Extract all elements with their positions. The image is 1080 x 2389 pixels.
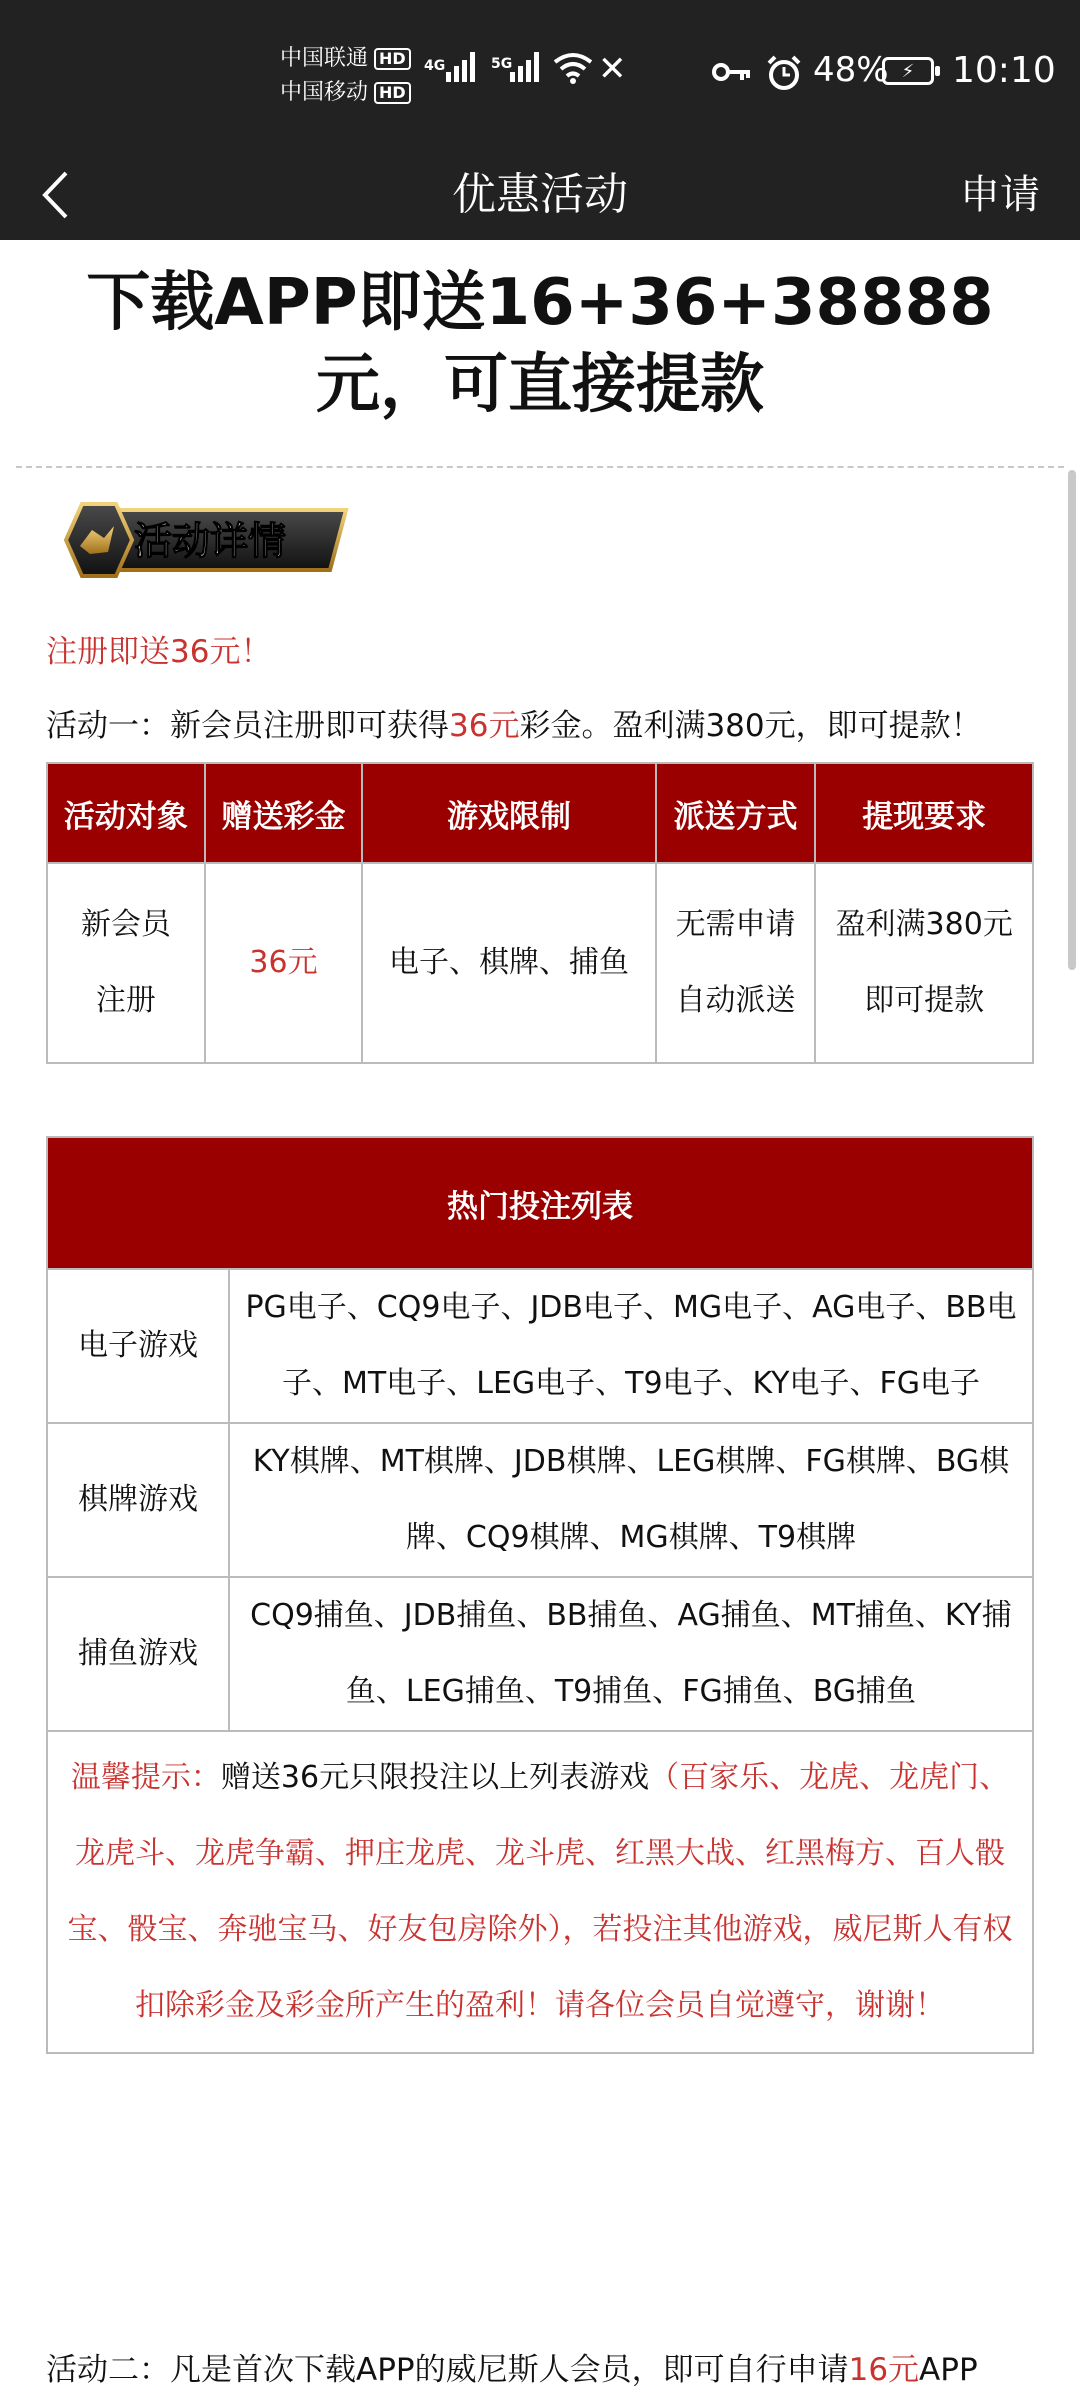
category-cell: 捕鱼游戏 [47, 1577, 229, 1731]
activity-2-text [46, 2344, 978, 2389]
delivery-line: 自动派送 [675, 983, 796, 1018]
withdraw-line: 盈利满380元 [835, 907, 1013, 942]
badge-label: 活动详情 [134, 519, 287, 563]
table-header: 游戏限制 [362, 763, 655, 863]
carrier-2: 中国移动 [280, 80, 369, 105]
activity-1-text [46, 700, 982, 745]
hd-badge: HD [374, 82, 411, 104]
table-row [47, 1577, 1033, 1731]
table-header: 赠送彩金 [205, 763, 363, 863]
divider [16, 466, 1064, 468]
signal-icon [510, 52, 539, 82]
table-row [47, 1423, 1033, 1577]
table-header: 活动对象 [47, 763, 205, 863]
activity-1-suffix: 彩金。盈利满380元，即可提款！ [519, 708, 982, 744]
bonus-cell: 36元 [205, 863, 363, 1063]
category-cell: 棋牌游戏 [47, 1423, 229, 1577]
promo-headline: 下载APP即送16+36+38888元，可直接提款 [86, 266, 994, 422]
signal-icon [446, 52, 475, 82]
hd-badge: HD [374, 48, 411, 70]
activity-1-amount: 36元 [449, 708, 520, 744]
x-icon: ✕ [598, 49, 627, 89]
apply-button[interactable]: 申请 [960, 172, 1040, 218]
target-cell [47, 863, 205, 1063]
activity-table [46, 762, 1034, 1064]
activity-details-badge [46, 502, 350, 578]
games-cell: 电子、棋牌、捕鱼 [362, 863, 655, 1063]
table-header-row [47, 763, 1033, 863]
battery-percent: 48% [813, 50, 889, 90]
withdraw-cell [815, 863, 1033, 1063]
activity-1-prefix: 活动一：新会员注册即可获得 [46, 708, 449, 744]
games-list-cell: KY棋牌、MT棋牌、JDB棋牌、LEG棋牌、FG棋牌、BG棋牌、CQ9棋牌、MG棋牌、T9棋牌 [229, 1423, 1033, 1577]
notice-rest: ，若投注其他游戏，威尼斯人有权扣除彩金及彩金所产生的盈利！请各位会员自觉遵守，谢谢！ [135, 1912, 1013, 2023]
activity-2-amount: 16元 [848, 2352, 920, 2388]
alarm-icon [766, 55, 802, 91]
games-list-cell: CQ9捕鱼、JDB捕鱼、BB捕鱼、AG捕鱼、MT捕鱼、KY捕鱼、LEG捕鱼、T9捕鱼、FG捕鱼、BG捕鱼 [229, 1577, 1033, 1731]
delivery-line: 无需申请 [675, 907, 796, 942]
network-type-1: 4G [424, 58, 446, 74]
clock: 10:10 [952, 50, 1056, 91]
table-header: 派送方式 [656, 763, 816, 863]
network-type-2: 5G [491, 56, 513, 72]
notice-label: 温馨提示： [70, 1760, 221, 1795]
withdraw-line: 即可提款 [864, 983, 985, 1018]
target-line: 注册 [95, 983, 156, 1018]
carrier-1: 中国联通 [280, 46, 369, 71]
delivery-cell [656, 863, 816, 1063]
activity-2-prefix: 活动二：凡是首次下载APP的威尼斯人会员，即可自行申请 [46, 2352, 849, 2388]
key-icon [712, 60, 752, 84]
notice-main: 赠送36元只限投注以上列表游戏 [220, 1760, 650, 1795]
battery-charging-icon: ⚡ [882, 57, 934, 85]
notice-cell [47, 1731, 1033, 2053]
target-line: 新会员 [80, 907, 171, 942]
table-header: 提现要求 [815, 763, 1033, 863]
table-header-row [47, 1137, 1033, 1269]
table-row [47, 863, 1033, 1063]
back-button[interactable] [40, 150, 80, 240]
carrier-info [280, 42, 411, 110]
table-row [47, 1731, 1033, 2053]
notice-exclusions: （百家乐、龙虎、龙虎门、龙虎斗、龙虎争霸、押庄龙虎、龙斗虎、红黑大战、红黑梅方、百人骰宝、骰宝、奔驰宝马、好友包房除外） [67, 1760, 1010, 1947]
page-title: 优惠活动 [452, 169, 628, 220]
table-title: 热门投注列表 [47, 1137, 1033, 1269]
hot-games-table [46, 1136, 1034, 2054]
promo-line: 注册即送36元！ [46, 634, 272, 670]
activity-2-suffix: APP [919, 2352, 978, 2388]
scrollbar[interactable] [1068, 470, 1076, 970]
status-bar [0, 0, 1080, 150]
nav-bar [0, 150, 1080, 240]
table-row [47, 1269, 1033, 1423]
games-list-cell: PG电子、CQ9电子、JDB电子、MG电子、AG电子、BB电子、MT电子、LEG电子、T9电子、KY电子、FG电子 [229, 1269, 1033, 1423]
back-arrow-icon [40, 170, 70, 220]
wifi-icon [553, 52, 593, 84]
category-cell: 电子游戏 [47, 1269, 229, 1423]
